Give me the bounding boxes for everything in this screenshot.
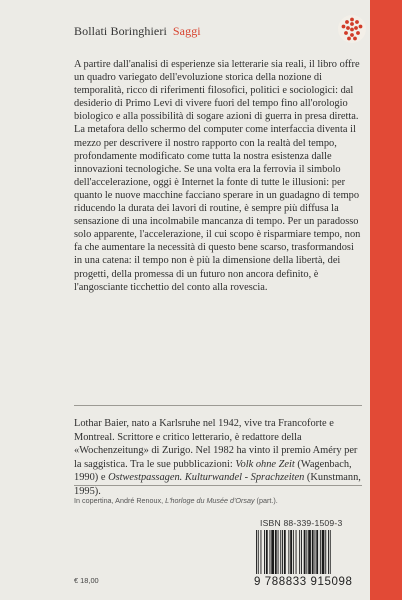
red-spine-band — [370, 0, 402, 600]
barcode-bar — [312, 530, 314, 574]
barcode-bar — [306, 530, 307, 574]
blurb-text: A partire dall'analisi di esperienze sia letterarie sia reali, il libro offre un quadro variegato dell'evoluzione storica della nozione di temporalità, ricco di riferimenti filosofici, politici e sociologici: dal desiderio di Primo Levi di vivere fuori del tempo fino all'orologio biologico e alla possibilità di sogare azioni di guerra in presa diretta. La metafora dello schermo del computer come interfaccia diventa il mezzo per descrivere il nostro rapporto con la realtà del tempo, profondamente modificato come tutta la nostra esistenza dalle innovazioni tecnologiche. Se una volta era la ferrovia il simbolo dell'accelerazione, oggi è Internet la fonte di tutte le illusioni: per quanto le nuove macchine facciano sperare in un guadagno di tempo riducendo la durata dei lavori di routine, è sempre più diffusa la sensazione di una incolmabile mancanza di tempo. Per un paradosso solo apparente, l'accelerazione, il cui scopo è risparmiare tempo, non fa che aumentare la necessità di questo bene scarso, trasformandosi in una catena: il tempo non è più la dimensione della libertà, dei progetti, della promessa di un futuro non ancora definito, è l'angosciante ticchettio del conto alla rovescia. — [74, 59, 361, 293]
cover-credit — [74, 496, 278, 505]
bio-title-1: Volk ohne Zeit — [235, 458, 295, 470]
bio-text-2: (Wagenbach, 1990) e — [74, 458, 352, 484]
barcode-bar — [328, 530, 329, 574]
book-blurb — [74, 58, 362, 294]
barcode-bar — [320, 530, 321, 574]
barcode-bar — [278, 530, 279, 574]
bio-text-1: Lothar Baier, nato a Karlsruhe nel 1942, vive tra Francoforte e Montreal. Scrittore e critico letterario, è redattore della «Wochenzeitung» di Zurigo. Nel 1982 ha vinto il premio Améry per la saggistica. Tra le sue pubblicazioni: — [74, 418, 358, 470]
author-bio — [74, 417, 362, 499]
barcode-bar — [266, 530, 268, 574]
barcode — [256, 530, 364, 574]
barcode-bar — [322, 530, 325, 574]
isbn-label: ISBN 88-339-1509-3 — [260, 518, 343, 528]
price: € 18,00 — [74, 576, 99, 585]
credit-artwork: L'horloge du Musée d'Orsay — [165, 496, 255, 505]
credit-suffix: (part.). — [254, 496, 278, 505]
barcode-bar — [256, 530, 257, 574]
bio-text-3: (Kunstmann, 1995). — [74, 472, 361, 497]
barcode-bar — [264, 530, 265, 574]
divider-bottom — [74, 485, 362, 486]
barcode-bar — [325, 530, 326, 574]
barcode-bar — [271, 530, 274, 574]
barcode-number: 9 788833 915098 — [254, 576, 353, 588]
barcode-bar — [275, 530, 277, 574]
barcode-bar — [290, 530, 292, 574]
barcode-bar — [284, 530, 286, 574]
barcode-bar — [296, 530, 297, 574]
barcode-bar — [270, 530, 271, 574]
barcode-bar — [299, 530, 300, 574]
barcode-bar — [304, 530, 306, 574]
publisher-logo-icon — [337, 14, 367, 44]
publisher-name: Bollati Boringhieri — [74, 24, 167, 38]
barcode-bar — [330, 530, 331, 574]
bio-title-2: Ostwestpassagen. Kulturwandel - Sprachzeiten — [108, 472, 305, 484]
credit-prefix: In copertina, André Renoux, — [74, 496, 166, 505]
publisher-header — [74, 24, 201, 39]
series-name: Saggi — [172, 24, 201, 38]
barcode-bar — [258, 530, 259, 574]
barcode-bar — [261, 530, 262, 574]
divider-top — [74, 405, 362, 406]
barcode-bar — [282, 530, 283, 574]
barcode-bar — [315, 530, 316, 574]
barcode-bar — [301, 530, 302, 574]
barcode-bar — [308, 530, 311, 574]
barcode-bar — [293, 530, 294, 574]
barcode-bar — [316, 530, 318, 574]
barcode-bar — [280, 530, 281, 574]
barcode-bar — [288, 530, 289, 574]
